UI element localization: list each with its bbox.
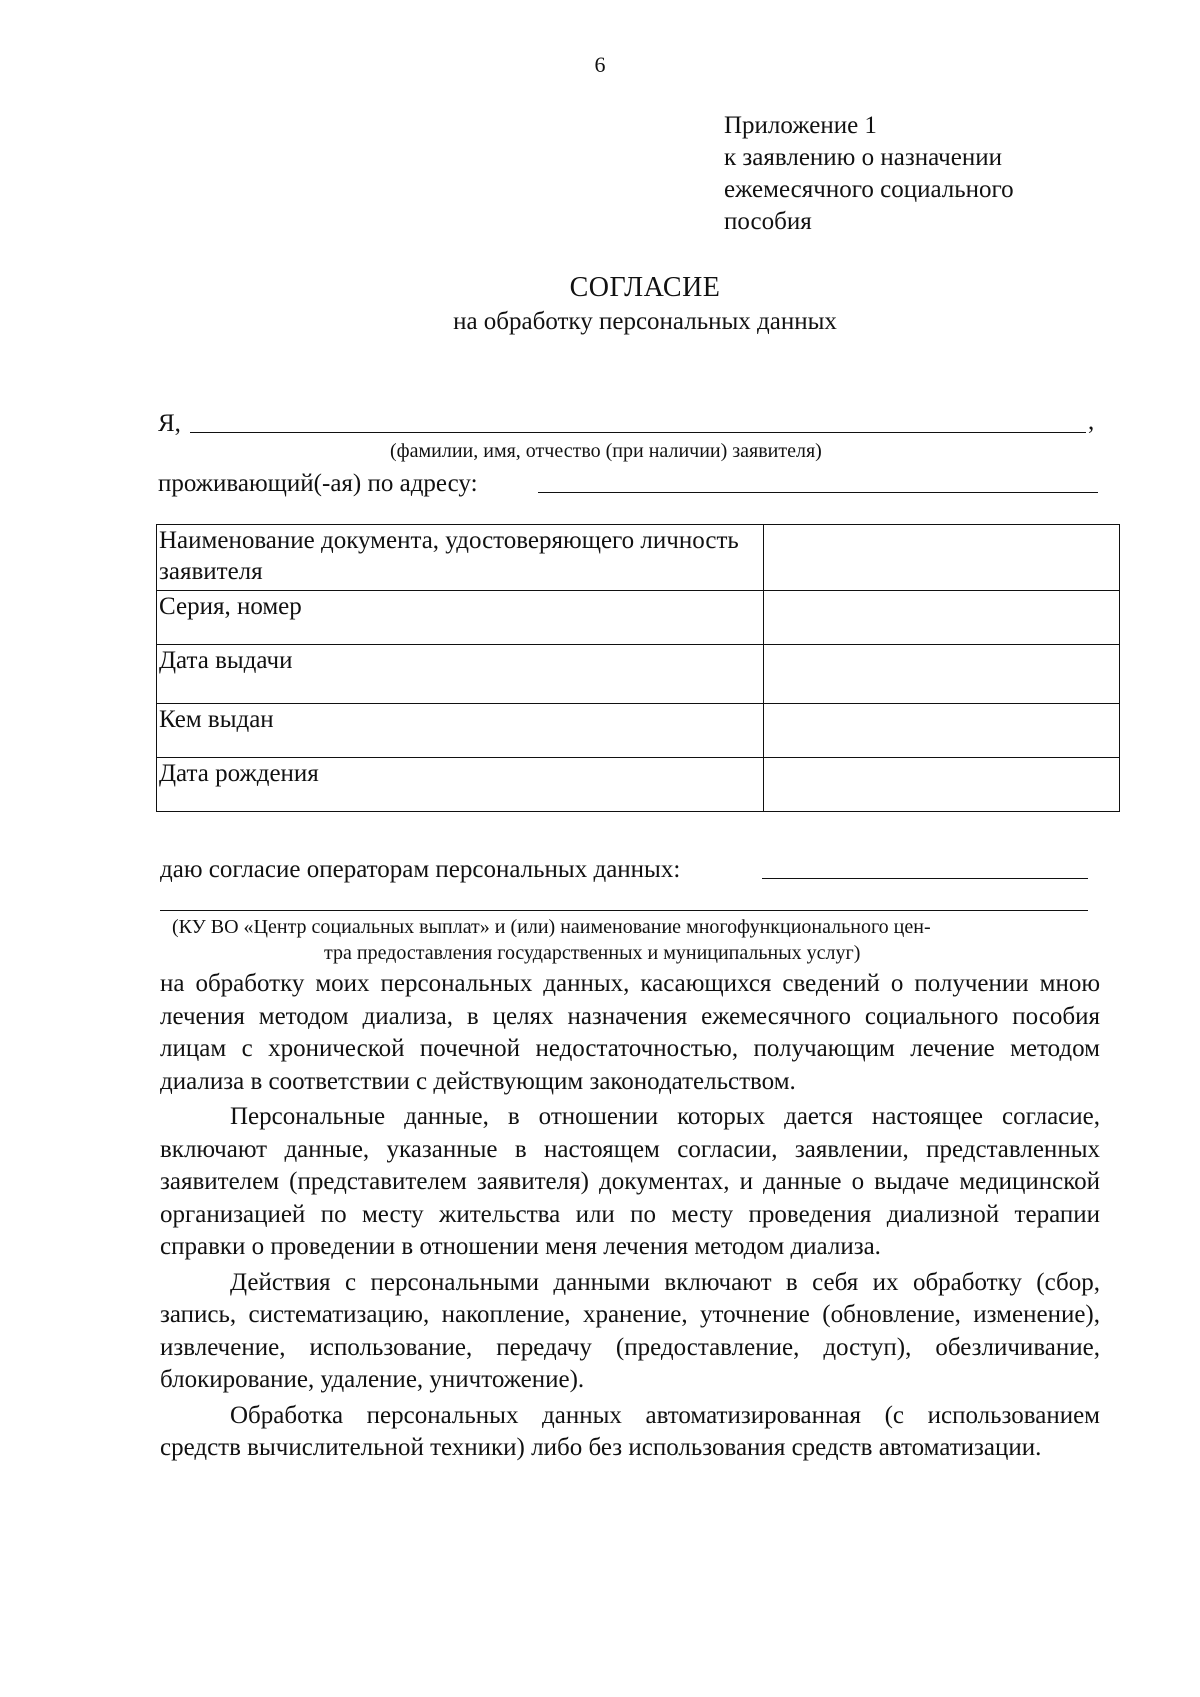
table-cell-label: Дата рождения [157, 758, 764, 812]
table-cell-value[interactable] [764, 645, 1120, 704]
appendix-line-4: пособия [724, 208, 812, 235]
consent-label: даю согласие операторам персональных данных: [160, 856, 681, 883]
consent-body [160, 968, 1100, 1465]
operator-caption-line-2: тра предоставления государственных и муниципальных услуг) [324, 942, 861, 964]
appendix-line-1: Приложение 1 [724, 112, 877, 139]
table-row [157, 758, 1120, 812]
paragraph-data-scope: Персональные данные, в отношении которых дается настоящее согласие, включают данные, указанные в настоящем согласии, заявлении, представленных заявителем (представителем заявителя) документах, и данные о выдаче медицинской организацией по месту жительства или по месту проведения диализной терапии справки о проведении в отношении меня лечения методом диализа. [160, 1103, 1100, 1260]
paragraph-processing-mode: Обработка персональных данных автоматизированная (с использованием средств вычислительной техники) либо без использования средств автоматизации. [160, 1401, 1100, 1461]
appendix-note [724, 110, 1014, 238]
operator-field[interactable] [762, 878, 1088, 879]
table-row [157, 525, 1120, 591]
table-row [157, 591, 1120, 645]
table-cell-value[interactable] [764, 704, 1120, 758]
table-cell-value[interactable] [764, 525, 1120, 591]
table-row [157, 645, 1120, 704]
operator-caption-line-1: (КУ ВО «Центр социальных выплат» и (или) наименование многофункционального цен- [172, 916, 931, 938]
address-field[interactable] [538, 492, 1098, 493]
table-cell-label: Дата выдачи [157, 645, 764, 704]
document-subtitle: на обработку персональных данных [453, 308, 837, 335]
applicant-suffix: , [1088, 408, 1095, 435]
table-cell-value[interactable] [764, 591, 1120, 645]
table-cell-label: Наименование документа, удостоверяющего личность заявителя [157, 525, 764, 591]
appendix-line-2: к заявлению о назначении [724, 144, 1002, 171]
table-cell-label: Кем выдан [157, 704, 764, 758]
identity-document-table [156, 524, 1120, 812]
address-label: проживающий(-ая) по адресу: [158, 470, 478, 497]
applicant-name-field[interactable] [190, 432, 1086, 433]
appendix-line-3: ежемесячного социального [724, 176, 1014, 203]
table-row [157, 704, 1120, 758]
paragraph-purpose: на обработку моих персональных данных, касающихся сведений о получении мною лечения методом диализа, в целях назначения ежемесячного социального пособия лицам с хронической почечной недостаточностью, получающим лечение методом диализа в соответствии с действующим законодательством. [160, 970, 1100, 1095]
applicant-prefix: Я, [158, 410, 181, 437]
table-cell-value[interactable] [764, 758, 1120, 812]
operator-field-continuation[interactable] [160, 910, 1088, 911]
document-title: СОГЛАСИЕ [569, 272, 721, 303]
page-number: 6 [594, 52, 606, 77]
applicant-name-caption: (фамилии, имя, отчество (при наличии) заявителя) [390, 440, 822, 462]
table-cell-label: Серия, номер [157, 591, 764, 645]
paragraph-actions: Действия с персональными данными включают в себя их обработку (сбор, запись, систематизацию, накопление, хранение, уточнение (обновление, изменение), извлечение, использование, передачу (предоставление, доступ), обезличивание, блокирование, удаление, уничтожение). [160, 1268, 1100, 1393]
